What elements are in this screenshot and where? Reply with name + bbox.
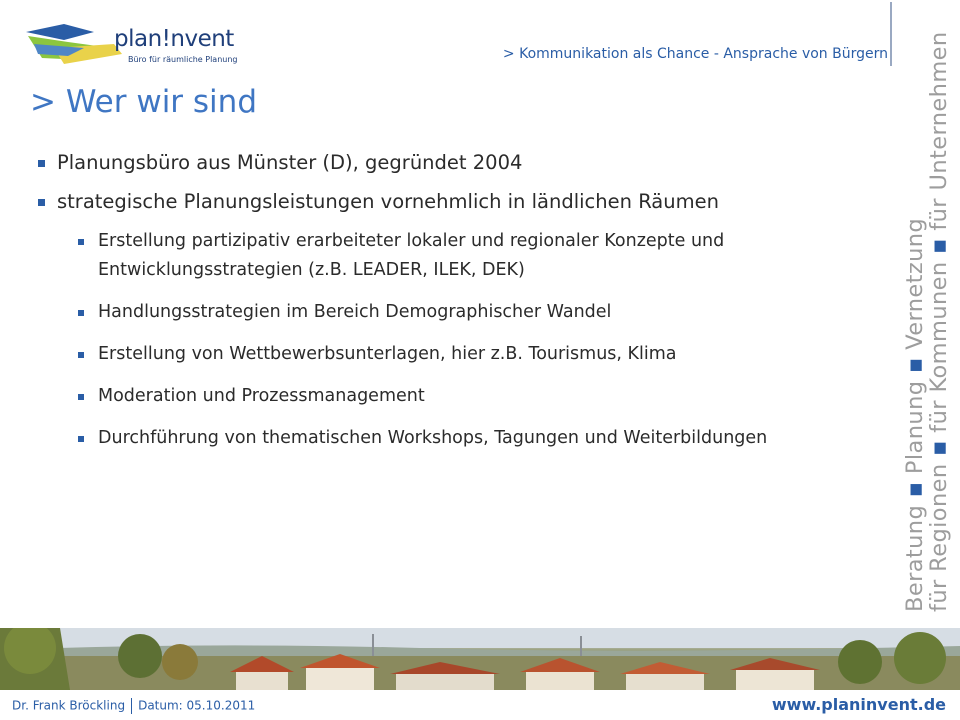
footer-info (12, 698, 255, 714)
sub-bullet-text: Erstellung partizipativ erarbeiteter lokaler und regionaler Konzepte und Entwicklungsstrategien (z.B. LEADER, ILEK, DEK) (98, 231, 725, 280)
bullet-square-icon (78, 394, 84, 400)
tagline-line-2 (926, 31, 952, 612)
footer-author: Dr. Frank Bröckling (12, 698, 126, 713)
bullet-square-icon (78, 352, 84, 358)
sub-bullet-text: Durchführung von thematischen Workshops, Tagungen und Weiterbildungen (98, 428, 768, 448)
tagline-word: Planung (902, 380, 928, 475)
tagline-separator: ▪ (926, 440, 952, 456)
header-divider (890, 2, 892, 66)
bullet-square-icon (78, 310, 84, 316)
tagline-word: für Kommunen (926, 261, 952, 433)
sub-bullet-item (78, 298, 878, 327)
bullet-item (38, 150, 878, 176)
sub-bullet-item (78, 340, 878, 369)
logo-subtitle: Büro für räumliche Planung (128, 55, 238, 64)
bullet-item (38, 189, 878, 215)
bullet-square-icon (78, 239, 84, 245)
tagline-word: Vernetzung (902, 217, 928, 350)
footer-divider (131, 698, 132, 714)
sub-bullet-item (78, 227, 878, 285)
logo-name: plan!nvent (114, 26, 234, 52)
logo-mark-icon (24, 18, 124, 68)
footer-date: Datum: 05.10.2011 (138, 698, 256, 713)
tagline-word: Beratung (902, 504, 928, 612)
logo (24, 18, 238, 68)
sidebar-tagline (902, 31, 953, 612)
sub-bullet-item (78, 382, 878, 411)
sub-bullet-text: Handlungsstrategien im Bereich Demographischer Wandel (98, 302, 612, 322)
tagline-separator: ▪ (902, 481, 928, 498)
bullet-square-icon (38, 199, 45, 206)
town-panorama-image (0, 628, 960, 690)
slide-title: > Wer wir sind (30, 84, 257, 120)
bullet-text: Planungsbüro aus Münster (D), gegründet 2004 (57, 151, 523, 174)
sub-bullet-item (78, 424, 778, 453)
tagline-word: für Unternehmen (926, 31, 952, 231)
tagline-separator: ▪ (902, 357, 928, 374)
slide-content (38, 150, 878, 466)
bullet-text: strategische Planungsleistungen vornehmlich in ländlichen Räumen (57, 190, 719, 213)
header-topline: > Kommunikation als Chance - Ansprache von Bürgern (502, 46, 888, 62)
sub-bullet-text: Moderation und Prozessmanagement (98, 386, 425, 406)
tagline-separator: ▪ (926, 238, 952, 254)
tagline-line-1 (903, 132, 927, 612)
bullet-square-icon (38, 160, 45, 167)
footer-website-link[interactable]: www.planinvent.de (771, 695, 946, 714)
bullet-square-icon (78, 436, 84, 442)
tagline-word: für Regionen (926, 463, 952, 612)
sub-bullet-text: Erstellung von Wettbewerbsunterlagen, hier z.B. Tourismus, Klima (98, 344, 677, 364)
panorama-illustration (0, 628, 960, 690)
